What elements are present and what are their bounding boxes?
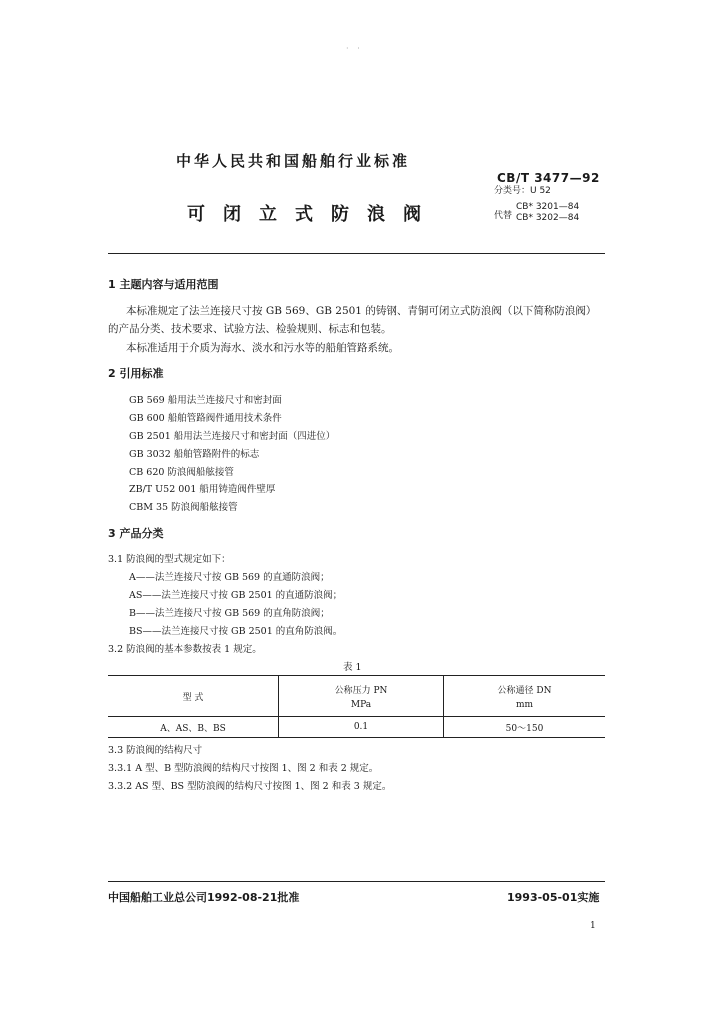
column-header-pressure [279,676,444,717]
header-divider [108,253,605,254]
diameter-label: 公称通径 DN [497,685,552,696]
type-item: A——法兰连接尺寸按 GB 569 的直通防浪阀； [129,572,330,583]
classification-number: 分类号：U 52 [494,186,551,196]
scan-dots: · · [346,44,363,53]
reference-item: ZB/T U52 001 船用铸造阀件壁厚 [129,484,276,495]
document-title: 可闭立式防浪阀 [187,204,439,225]
type-item: B——法兰连接尺寸按 GB 569 的直角防浪阀； [129,608,330,619]
reference-item: CBM 35 防浪阀船舷接管 [129,502,238,513]
paragraph: 的产品分类、技术要求、试验方法、检验规则、标志和包装。 [108,323,392,335]
cell-type: A、AS、B、BS [108,717,279,738]
cell-diameter: 50～150 [444,717,606,738]
reference-item: GB 3032 船舶管路附件的标志 [129,449,260,460]
pressure-label: 公称压力 PN [334,685,388,696]
table-row [108,717,605,738]
clause-3-3: 3.3 防浪阀的结构尺寸 [108,745,203,756]
effective-date: 1993-05-01实施 [507,891,600,904]
table-caption: 表 1 [343,662,362,673]
reference-item: GB 569 船用法兰连接尺寸和密封面 [129,395,282,406]
footer-divider [108,881,605,882]
cell-pressure: 0.1 [279,717,444,738]
type-item: AS——法兰连接尺寸按 GB 2501 的直通防浪阀； [129,590,343,601]
replaced-standard: CB* 3202—84 [516,213,580,223]
paragraph: 本标准适用于介质为海水、淡水和污水等的船舶管路系统。 [126,342,399,354]
clause-3-2: 3.2 防浪阀的基本参数按表 1 规定。 [108,644,262,655]
paragraph: 本标准规定了法兰连接尺寸按 GB 569、GB 2501 的铸钢、青铜可闭立式防浪阀（以下简称防浪阀） [126,305,597,317]
replaces-label: 代替 [494,211,513,221]
replaced-standard: CB* 3201—84 [516,202,580,212]
clause-3-1: 3.1 防浪阀的型式规定如下： [108,554,231,565]
column-header-type: 型 式 [108,676,279,717]
section-2-heading: 2 引用标准 [108,367,164,380]
reference-item: GB 2501 船用法兰连接尺寸和密封面（四进位） [129,431,336,442]
type-item: BS——法兰连接尺寸按 GB 2501 的直角防浪阀。 [129,626,343,637]
section-1-heading: 1 主题内容与适用范围 [108,278,219,291]
diameter-unit: mm [515,699,534,710]
reference-item: GB 600 船舶管路阀件通用技术条件 [129,413,282,424]
section-3-heading: 3 产品分类 [108,527,164,540]
pressure-unit: MPa [350,699,372,710]
clause-3-3-1: 3.3.1 A 型、B 型防浪阀的结构尺寸按图 1、图 2 和表 2 规定。 [108,763,379,774]
column-header-diameter [444,676,606,717]
reference-item: CB 620 防浪阀船舷接管 [129,467,234,478]
approval-date: 中国船舶工业总公司1992-08-21批准 [108,891,300,904]
issuing-organization: 中华人民共和国船舶行业标准 [176,152,411,170]
parameter-table [108,675,605,738]
page-number: 1 [590,921,596,931]
standard-code: CB/T 3477—92 [497,171,600,185]
table-header-row [108,676,605,717]
clause-3-3-2: 3.3.2 AS 型、BS 型防浪阀的结构尺寸按图 1、图 2 和表 3 规定。 [108,781,392,792]
